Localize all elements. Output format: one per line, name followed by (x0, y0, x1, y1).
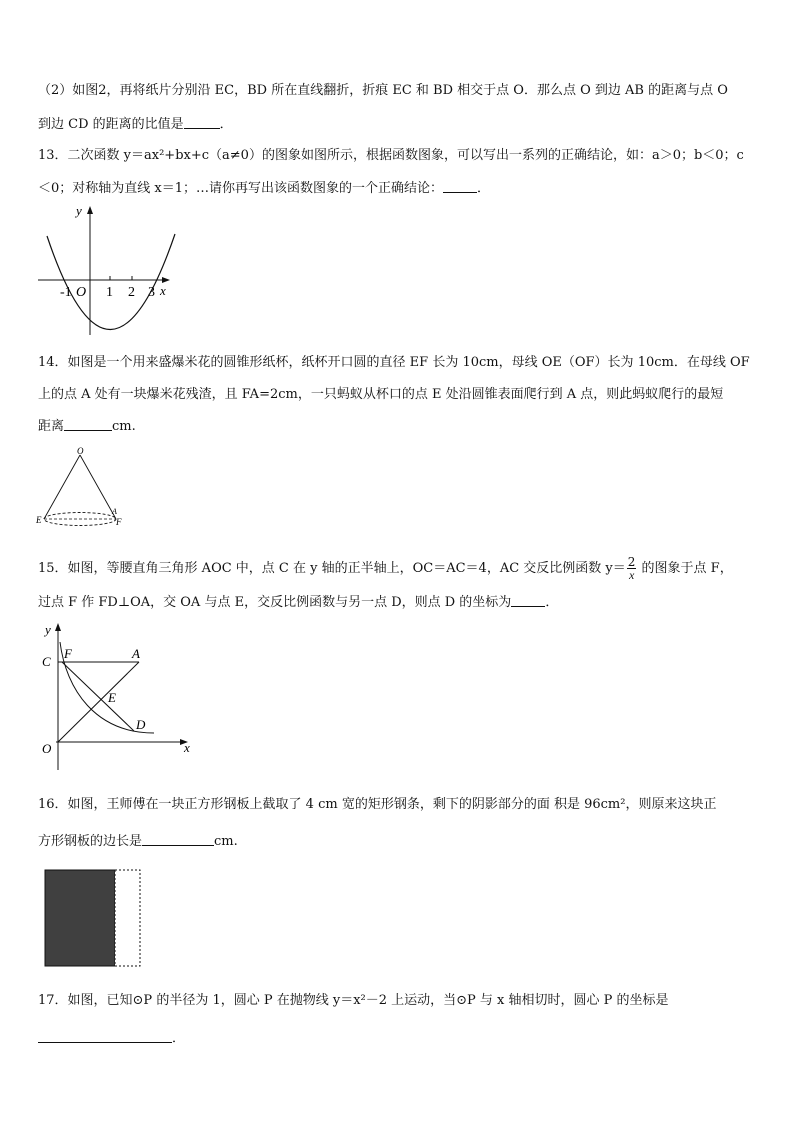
q14-generatrix-of (80, 455, 116, 519)
q13-end: ． (477, 181, 491, 196)
q13-origin-label: O (76, 285, 87, 300)
q15-answer-blank[interactable] (511, 594, 545, 607)
q15-label-f: F (64, 646, 72, 661)
q15-x-label: x (184, 740, 190, 755)
q12-end: ． (219, 117, 233, 132)
q14-cone-figure (36, 447, 126, 532)
q13-line1: 13．二次函数 y＝ax²+bx+c（a≠0）的图象如图所示，根据函数图象，可以写出一系列的正确结论，如：a＞0；b＜0；c (38, 148, 744, 163)
q15-line2 (38, 594, 558, 611)
q17-answer-blank[interactable] (38, 1030, 172, 1043)
q14-text: 距离 (38, 419, 65, 434)
q16-square-figure (44, 869, 144, 969)
q13-parabola (47, 234, 175, 330)
q15-fraction-denominator: x (628, 568, 635, 582)
q13-x-label: x (160, 283, 166, 298)
q15-label-o: O (42, 741, 52, 756)
q16-shaded-region (45, 870, 115, 966)
q13-tick-label-minus1: -1 (60, 285, 72, 300)
q15-label-e: E (108, 690, 116, 705)
q12-line2 (38, 116, 233, 133)
q13-tick-label-2: 2 (128, 285, 135, 300)
q15-y-label: y (45, 622, 51, 637)
q16-line1: 16．如图，王师傅在一块正方形钢板上截取了 4 cm 宽的矩形钢条，剩下的阴影部分的面 积是 96cm²，则原来这块正 (38, 797, 717, 812)
q14-label-f: F (116, 517, 122, 527)
q16-unit: cm. (214, 834, 238, 849)
q13-y-arrow (87, 206, 93, 214)
q17-line2 (38, 1030, 185, 1047)
q13-tick-label-1: 1 (106, 285, 113, 300)
q15-segment-fd (62, 662, 134, 731)
q15-text-end: 的图象于点 F， (637, 561, 733, 576)
q16-line2 (38, 833, 238, 850)
q14-label-o: O (77, 446, 84, 456)
q14-line3 (38, 418, 136, 435)
q15-label-d: D (136, 717, 146, 732)
q14-line2: 上的点 A 处有一块爆米花残渣，且 FA=2cm，一只蚂蚁从杯口的点 E 处沿圆锥表面爬行到 A 点，则此蚂蚁爬行的最短 (38, 387, 724, 402)
q17-end: ． (172, 1031, 186, 1046)
q12-text: 到边 CD 的距离的比值是 (38, 117, 184, 132)
q14-label-e: E (36, 515, 42, 525)
q13-tick-label-3: 3 (148, 285, 155, 300)
q15-text: 15．如图，等腰直角三角形 AOC 中，点 C 在 y 轴的正半轴上，OC＝AC＝4，AC 交反比例函数 y＝ (38, 561, 626, 576)
q14-unit: cm. (112, 419, 136, 434)
q13-parabola-figure (36, 203, 186, 338)
q14-answer-blank[interactable] (64, 418, 112, 431)
q12-line1: （2）如图2，再将纸片分别沿 EC，BD 所在直线翻折，折痕 EC 和 BD 相交于点 O．那么点 O 到边 AB 的距离与点 O (38, 83, 728, 98)
q13-line2 (38, 180, 490, 197)
q14-line1: 14．如图是一个用来盛爆米花的圆锥形纸杯，纸杯开口圆的直径 EF 长为 10cm，母线 OE（OF）长为 10cm．在母线 OF (38, 355, 750, 370)
q14-generatrix-oe (44, 455, 80, 519)
q16-cut-strip (115, 870, 140, 966)
q15-y-arrow (55, 623, 61, 631)
q15-fraction-numerator: 2 (627, 555, 636, 569)
q16-text: 方形钢板的边长是 (38, 834, 143, 849)
q15-label-c: C (42, 654, 51, 669)
q15-text2: 过点 F 作 FD⊥OA，交 OA 与点 E，交反比例函数与另一点 D，则点 D 的坐标为 (38, 595, 512, 610)
q15-label-a: A (132, 646, 140, 661)
q15-end: ． (545, 595, 559, 610)
q15-fraction (627, 556, 637, 581)
q13-answer-blank[interactable] (443, 180, 477, 193)
q15-line1 (38, 556, 733, 581)
q14-label-a: A (112, 507, 117, 516)
q12-answer-blank[interactable] (184, 116, 220, 129)
q13-text: ＜0；对称轴为直线 x＝1；…请你再写出该函数图象的一个正确结论： (38, 181, 444, 196)
q15-hyperbola-figure (36, 620, 196, 770)
q17-line1: 17．如图，已知⊙P 的半径为 1，圆心 P 在抛物线 y＝x²－2 上运动，当⊙P 与 x 轴相切时，圆心 P 的坐标是 (38, 993, 669, 1008)
q13-y-label: y (76, 203, 82, 218)
q16-answer-blank[interactable] (142, 833, 214, 846)
